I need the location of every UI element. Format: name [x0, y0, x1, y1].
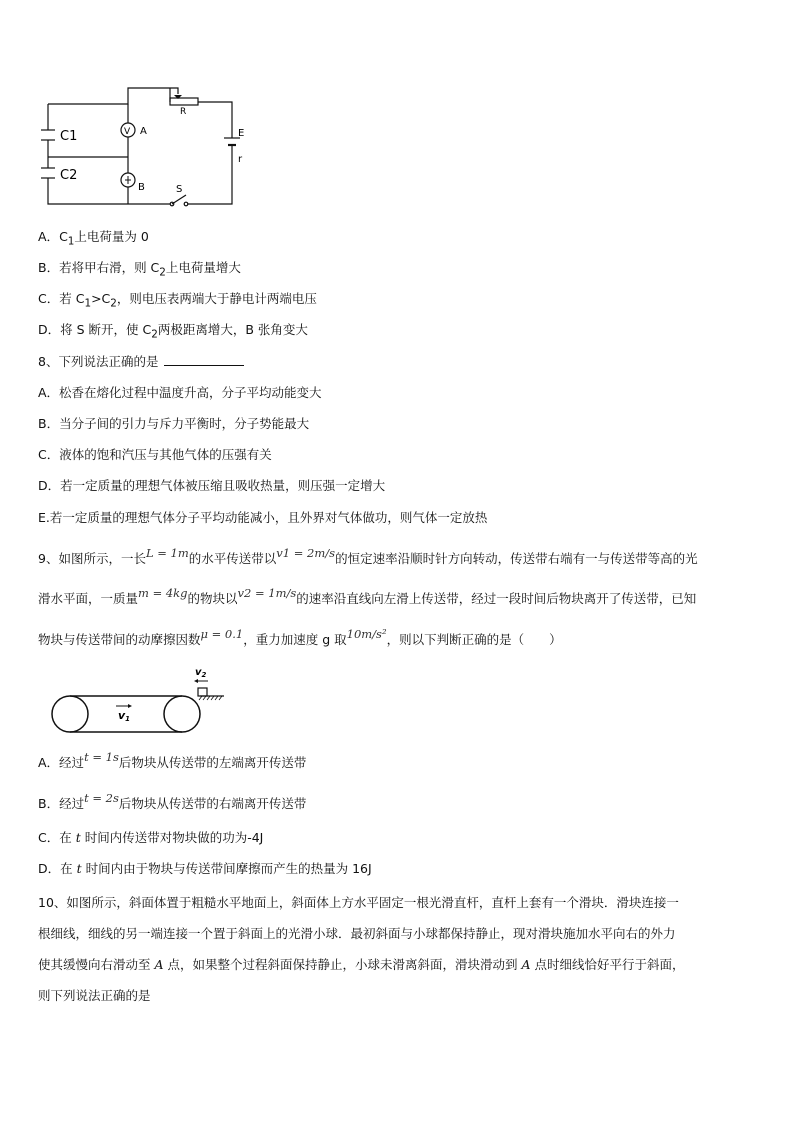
- stem-text: 的速率沿直线向左滑上传送带，经过一段时间后物块离开了传送带，已知: [296, 591, 697, 606]
- point-a: A: [154, 957, 164, 972]
- option-text: 后物块从传送带的右端离开传送带: [118, 796, 307, 811]
- q8-option-b: B．当分子间的引力与斥力平衡时，分子势能最大: [38, 416, 310, 431]
- option-text: 若 C: [59, 291, 85, 306]
- circuit-diagram: [40, 82, 250, 212]
- point-a: A: [521, 957, 531, 972]
- stem-text: 的恒定速率沿顺时针方向转动，传送带右端有一与传送带等高的光: [335, 551, 698, 566]
- q7-option-b: [38, 260, 241, 281]
- q7-option-d: [38, 322, 308, 343]
- q8-option-c: C．液体的饱和汽压与其他气体的压强有关: [38, 447, 272, 462]
- q7-option-c: [38, 291, 317, 312]
- math-expression: v2 = 1m/s: [237, 586, 297, 600]
- stem-text: ，重力加速度 g 取: [243, 632, 347, 647]
- variable-t: t: [75, 830, 81, 845]
- q10-stem-line3: [38, 957, 684, 973]
- stem-text: 点时细线恰好平行于斜面，: [530, 957, 685, 972]
- q9-stem-line1: [38, 546, 698, 567]
- subscript: 1: [84, 297, 92, 310]
- subscript: 2: [110, 297, 117, 310]
- option-text: 时间内由于物块与传送带间摩擦而产生的热量为 16J: [81, 861, 372, 876]
- option-text: C．在: [38, 830, 76, 845]
- option-letter: B．: [38, 260, 60, 275]
- label-b: B: [138, 182, 145, 193]
- option-text: ，则电压表两端大于静电计两端电压: [116, 291, 317, 306]
- stem-text: 滑水平面，一质量: [38, 591, 139, 606]
- answer-blank[interactable]: [164, 353, 244, 366]
- q10-stem-line4: 则下列说法正确的是: [38, 988, 151, 1003]
- option-text: 上电荷量增大: [165, 260, 241, 275]
- v2-label: $v_2$: [195, 667, 207, 679]
- q7-option-a: [38, 229, 149, 250]
- q9-stem-line3: [38, 627, 562, 648]
- math-expression: t = 2s: [84, 791, 119, 805]
- option-text: >C: [91, 291, 111, 306]
- label-e: E: [238, 128, 245, 139]
- math-expression: m = 4kg: [138, 586, 188, 600]
- math-expression: 10m/s²: [346, 627, 387, 641]
- label-c2: C2: [60, 168, 78, 183]
- q9-option-b: [38, 791, 307, 812]
- option-text: B．经过: [38, 796, 85, 811]
- option-letter: D．: [38, 322, 61, 337]
- stem-text: 9、如图所示，一长: [38, 551, 146, 566]
- q9-option-c: [38, 830, 263, 846]
- label-r: r: [238, 154, 243, 165]
- option-text: C: [59, 229, 68, 244]
- variable-t: t: [76, 861, 82, 876]
- label-c1: C1: [60, 129, 78, 144]
- subscript: 1: [67, 235, 75, 248]
- v1-label: v1: [118, 709, 131, 723]
- subscript: 2: [151, 328, 158, 341]
- question-stem: 8、下列说法正确的是: [38, 354, 159, 369]
- math-expression: v1 = 2m/s: [276, 546, 336, 560]
- stem-text: ，则以下判断正确的是（ ）: [386, 632, 562, 647]
- stem-text: 的水平传送带以: [188, 551, 277, 566]
- label-s: S: [176, 184, 183, 195]
- q8-stem: [38, 353, 244, 370]
- q10-stem-line2: 根细线，细线的另一端连接一个置于斜面上的光滑小球．最初斜面与小球都保持静止，现对滑块施加水平向右的外力: [38, 926, 676, 941]
- voltmeter-label: V: [124, 127, 131, 137]
- option-text: D．在: [38, 861, 77, 876]
- label-a: A: [140, 126, 147, 137]
- option-letter: A．: [38, 229, 60, 244]
- stem-text: 的物块以: [187, 591, 238, 606]
- stem-text: 物块与传送带间的动摩擦因数: [38, 632, 201, 647]
- option-text: 时间内传送带对物块做的功为-4J: [80, 830, 264, 845]
- q9-option-a: [38, 750, 307, 771]
- stem-text: 使其缓慢向右滑动至: [38, 957, 155, 972]
- option-letter: C．: [38, 291, 60, 306]
- option-text: 将 S 断开，使 C: [60, 322, 152, 337]
- q8-option-d: D．若一定质量的理想气体被压缩且吸收热量，则压强一定增大: [38, 478, 386, 493]
- q8-option-a: A．松香在熔化过程中温度升高，分子平均动能变大: [38, 385, 322, 400]
- conveyor-belt-diagram: [48, 664, 228, 740]
- option-text: 后物块从传送带的左端离开传送带: [118, 755, 307, 770]
- option-text: 上电荷量为 0: [74, 229, 149, 244]
- option-text: 若将甲右滑，则 C: [59, 260, 160, 275]
- math-expression: t = 1s: [84, 750, 119, 764]
- q8-option-e: E.若一定质量的理想气体分子平均动能减小，且外界对气体做功，则气体一定放热: [38, 510, 488, 525]
- stem-text: 点，如果整个过程斜面保持静止，小球未滑离斜面，滑块滑动到: [163, 957, 522, 972]
- q9-stem-line2: [38, 586, 697, 607]
- q9-option-d: [38, 861, 372, 877]
- subscript: 2: [159, 266, 166, 279]
- label-r-rheostat: R: [180, 107, 187, 117]
- option-text: A．经过: [38, 755, 85, 770]
- option-text: 两极距离增大，B 张角变大: [157, 322, 308, 337]
- math-expression: L = 1m: [145, 546, 189, 560]
- math-expression: μ = 0.1: [200, 627, 244, 641]
- q10-stem-line1: 10、如图所示，斜面体置于粗糙水平地面上，斜面体上方水平固定一根光滑直杆，直杆上套有一个滑块．滑块连接一: [38, 895, 679, 910]
